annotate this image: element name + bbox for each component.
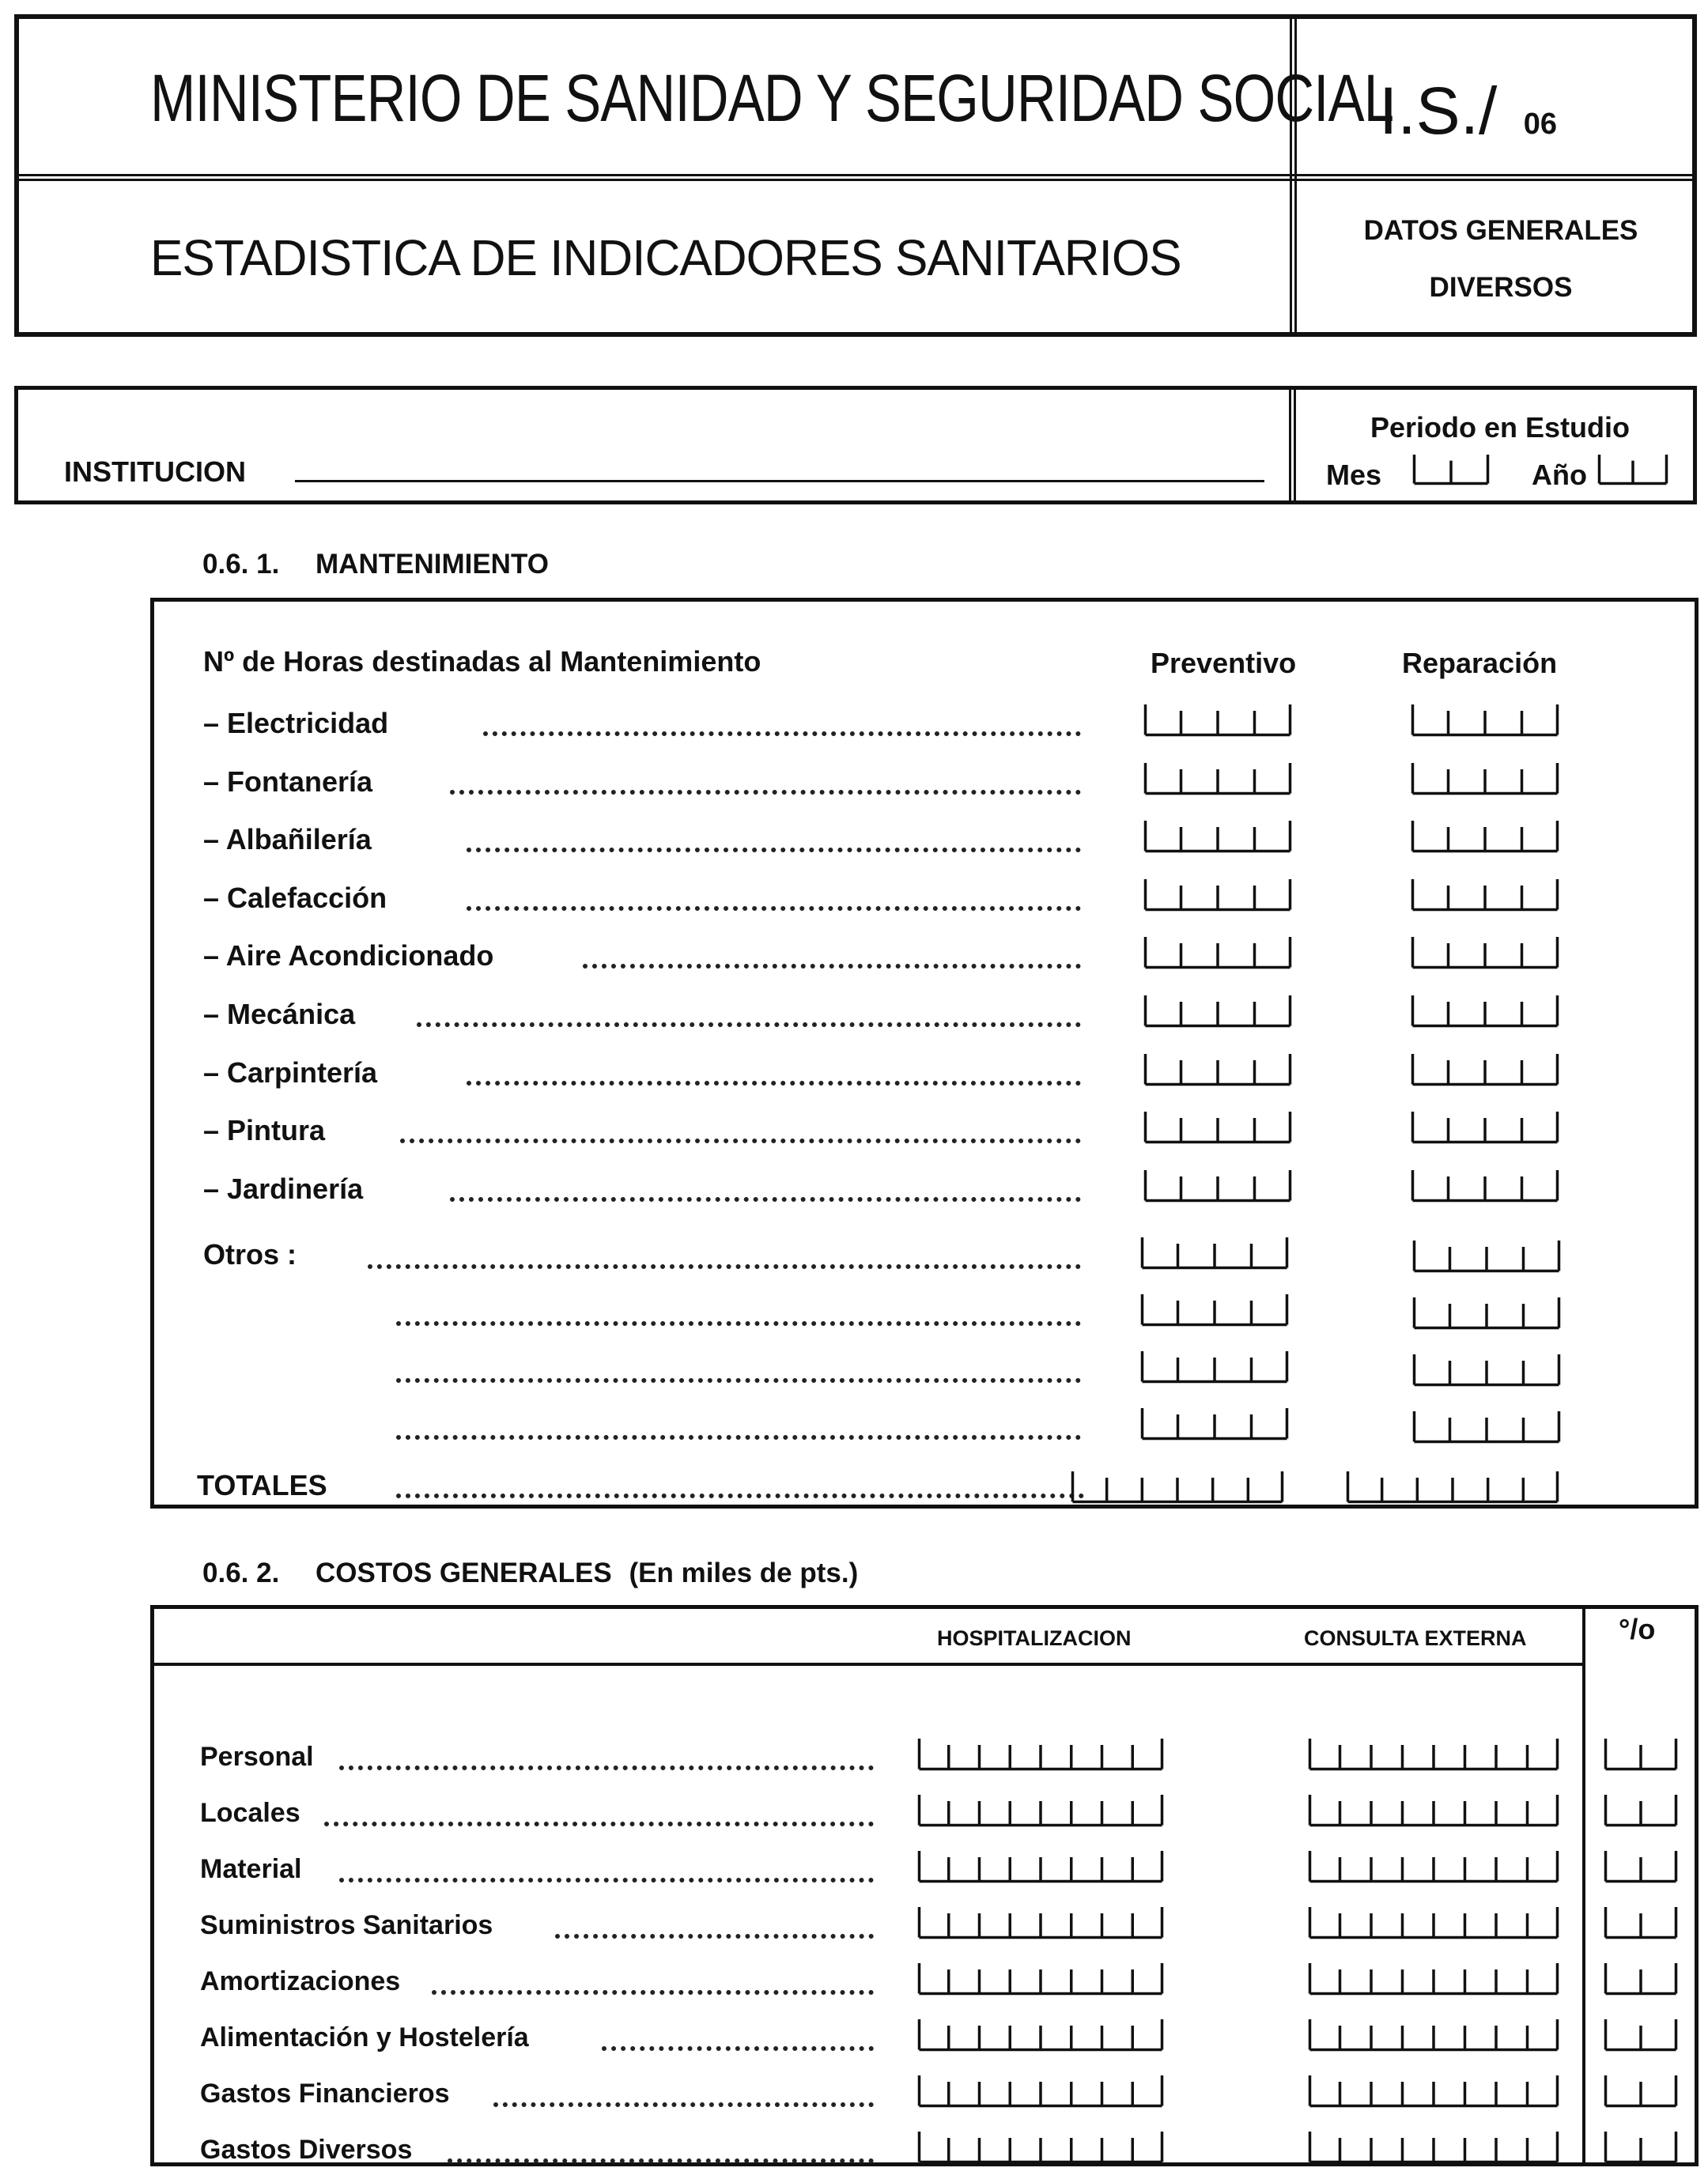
consulta-externa-input[interactable]: [1309, 1739, 1559, 1770]
costs-header-divider: [154, 1663, 1582, 1666]
year-input-box[interactable]: [1598, 455, 1668, 485]
cost-row-label: Material: [200, 1854, 302, 1884]
cost-row-label: Gastos Financieros: [200, 2079, 450, 2109]
cost-row-label: Locales: [200, 1798, 300, 1828]
maintenance-header-label: [203, 645, 761, 678]
dot-leader: [555, 1934, 874, 1939]
col-consulta-externa: CONSULTA EXTERNA: [1304, 1626, 1527, 1650]
dot-leader: [467, 1081, 1081, 1086]
hospitalizacion-input[interactable]: [918, 1851, 1163, 1883]
totals-dot-leader: [396, 1494, 1084, 1498]
maintenance-header-text: Nº de Horas destinadas al Mantenimiento: [203, 645, 761, 678]
dot-leader: [467, 906, 1081, 911]
repair-input[interactable]: [1411, 995, 1559, 1027]
cost-row-label: Personal: [200, 1742, 314, 1772]
costs-caption-unit: (En miles de pts.): [629, 1558, 859, 1588]
form-code-prefix: I.S./: [1379, 74, 1498, 148]
others-repair-input[interactable]: [1413, 1241, 1560, 1272]
preventive-input[interactable]: [1144, 763, 1291, 795]
repair-input[interactable]: [1411, 763, 1559, 795]
institution-label: INSTITUCION: [64, 455, 246, 488]
hospitalizacion-input[interactable]: [918, 2132, 1163, 2163]
period-title: Periodo en Estudio: [1370, 411, 1631, 444]
maintenance-box: [150, 598, 1699, 1509]
month-label: Mes: [1326, 459, 1382, 491]
costs-box: [150, 1605, 1699, 2166]
others-preventive-input[interactable]: [1141, 1294, 1288, 1326]
col-percent: °/o: [1619, 1613, 1656, 1645]
page-subtitle: ESTADISTICA DE INDICADORES SANITARIOS: [150, 229, 1181, 286]
dot-leader: [339, 1765, 874, 1770]
others-preventive-input[interactable]: [1141, 1351, 1288, 1383]
hospitalizacion-input[interactable]: [918, 2019, 1163, 2051]
maintenance-row-label: – Jardinería: [203, 1172, 364, 1205]
institution-v-divider: [1289, 390, 1296, 500]
others-repair-input[interactable]: [1413, 1411, 1560, 1443]
maintenance-row-label: – Electricidad: [203, 707, 389, 739]
consulta-externa-input[interactable]: [1309, 2019, 1559, 2051]
dot-leader: [583, 964, 1081, 969]
month-input-box[interactable]: [1413, 455, 1489, 485]
preventive-input[interactable]: [1144, 937, 1291, 969]
preventive-input[interactable]: [1144, 1054, 1291, 1086]
repair-input[interactable]: [1411, 937, 1559, 969]
hospitalizacion-input[interactable]: [918, 1739, 1163, 1770]
others-repair-input[interactable]: [1413, 1354, 1560, 1386]
costs-caption-number: 0.6. 2.: [202, 1558, 280, 1588]
hospitalizacion-input[interactable]: [918, 1907, 1163, 1939]
others-preventive-input[interactable]: [1141, 1408, 1288, 1440]
maintenance-row-label: – Carpintería: [203, 1056, 378, 1089]
cost-row-label: Gastos Diversos: [200, 2135, 413, 2165]
preventive-input[interactable]: [1144, 821, 1291, 852]
preventive-input[interactable]: [1144, 995, 1291, 1027]
preventive-input[interactable]: [1144, 1170, 1291, 1202]
repair-input[interactable]: [1411, 821, 1559, 852]
preventive-input[interactable]: [1144, 704, 1291, 736]
others-dot-leader: [396, 1435, 1081, 1440]
dot-leader: [432, 1990, 874, 1995]
institution-field[interactable]: [295, 480, 1264, 482]
cost-row-label: Alimentación y Hostelería: [200, 2022, 529, 2052]
consulta-externa-input[interactable]: [1309, 1851, 1559, 1883]
others-dot-leader: [368, 1264, 1081, 1269]
percent-input[interactable]: [1604, 1851, 1677, 1883]
hospitalizacion-input[interactable]: [918, 2075, 1163, 2107]
percent-input[interactable]: [1604, 2075, 1677, 2107]
dot-leader: [450, 790, 1081, 795]
dot-leader: [493, 2102, 874, 2107]
totals-preventive-input[interactable]: [1071, 1471, 1283, 1503]
consulta-externa-input[interactable]: [1309, 1963, 1559, 1995]
maintenance-row-label: – Calefacción: [203, 881, 387, 914]
section-title-line1: DATOS GENERALES: [1363, 215, 1638, 246]
percent-input[interactable]: [1604, 1795, 1677, 1826]
maintenance-caption-title: MANTENIMIENTO: [316, 549, 549, 580]
dot-leader: [602, 2046, 875, 2051]
others-preventive-input[interactable]: [1141, 1237, 1288, 1269]
hospitalizacion-input[interactable]: [918, 1795, 1163, 1826]
percent-input[interactable]: [1604, 1963, 1677, 1995]
percent-input[interactable]: [1604, 1739, 1677, 1770]
maintenance-caption: [202, 550, 549, 578]
dot-leader: [417, 1022, 1081, 1027]
maintenance-row-label: – Pintura: [203, 1114, 326, 1147]
repair-input[interactable]: [1411, 704, 1559, 736]
dot-leader: [400, 1139, 1081, 1143]
header-h-divider: [19, 174, 1692, 181]
costs-pct-divider: [1582, 1609, 1585, 2162]
others-dot-leader: [396, 1378, 1081, 1383]
percent-input[interactable]: [1604, 2019, 1677, 2051]
dot-leader: [448, 2158, 875, 2163]
totals-repair-input[interactable]: [1347, 1471, 1559, 1503]
repair-input[interactable]: [1411, 879, 1559, 911]
preventive-input[interactable]: [1144, 879, 1291, 911]
costs-caption: [202, 1559, 858, 1587]
col-repair: Reparación: [1402, 647, 1558, 679]
maintenance-row-label: – Mecánica: [203, 998, 356, 1030]
year-label: Año: [1532, 459, 1587, 491]
col-preventive: Preventivo: [1151, 647, 1297, 679]
others-repair-input[interactable]: [1413, 1297, 1560, 1329]
header-box: [14, 14, 1697, 337]
form-code: [1379, 74, 1558, 148]
maintenance-row-label: – Aire Acondicionado: [203, 939, 494, 972]
repair-input[interactable]: [1411, 1112, 1559, 1143]
section-title-line2: DIVERSOS: [1429, 272, 1573, 303]
preventive-input[interactable]: [1144, 1112, 1291, 1143]
form-number: 06: [1523, 108, 1558, 141]
percent-input[interactable]: [1604, 2132, 1677, 2163]
cost-row-label: Suministros Sanitarios: [200, 1910, 493, 1940]
maintenance-row-label: – Fontanería: [203, 765, 373, 798]
dot-leader: [483, 731, 1081, 736]
dot-leader: [450, 1197, 1081, 1202]
totals-label: TOTALES: [197, 1469, 327, 1501]
maintenance-caption-number: 0.6. 1.: [202, 549, 280, 580]
dot-leader: [467, 848, 1081, 852]
dot-leader: [324, 1822, 875, 1826]
others-label: Otros :: [203, 1238, 297, 1271]
percent-input[interactable]: [1604, 1907, 1677, 1939]
costs-caption-title: COSTOS GENERALES: [316, 1558, 612, 1588]
institution-box: [14, 386, 1697, 504]
consulta-externa-input[interactable]: [1309, 2075, 1559, 2107]
dot-leader: [339, 1878, 874, 1883]
cost-row-label: Amortizaciones: [200, 1966, 401, 1996]
col-hospitalizacion: HOSPITALIZACION: [937, 1626, 1132, 1650]
others-dot-leader: [396, 1321, 1081, 1326]
consulta-externa-input[interactable]: [1309, 1795, 1559, 1826]
repair-input[interactable]: [1411, 1170, 1559, 1202]
repair-input[interactable]: [1411, 1054, 1559, 1086]
hospitalizacion-input[interactable]: [918, 1963, 1163, 1995]
consulta-externa-input[interactable]: [1309, 1907, 1559, 1939]
maintenance-row-label: – Albañilería: [203, 823, 372, 856]
consulta-externa-input[interactable]: [1309, 2132, 1559, 2163]
ministry-title: MINISTERIO DE SANIDAD Y SEGURIDAD SOCIAL: [150, 61, 1394, 135]
